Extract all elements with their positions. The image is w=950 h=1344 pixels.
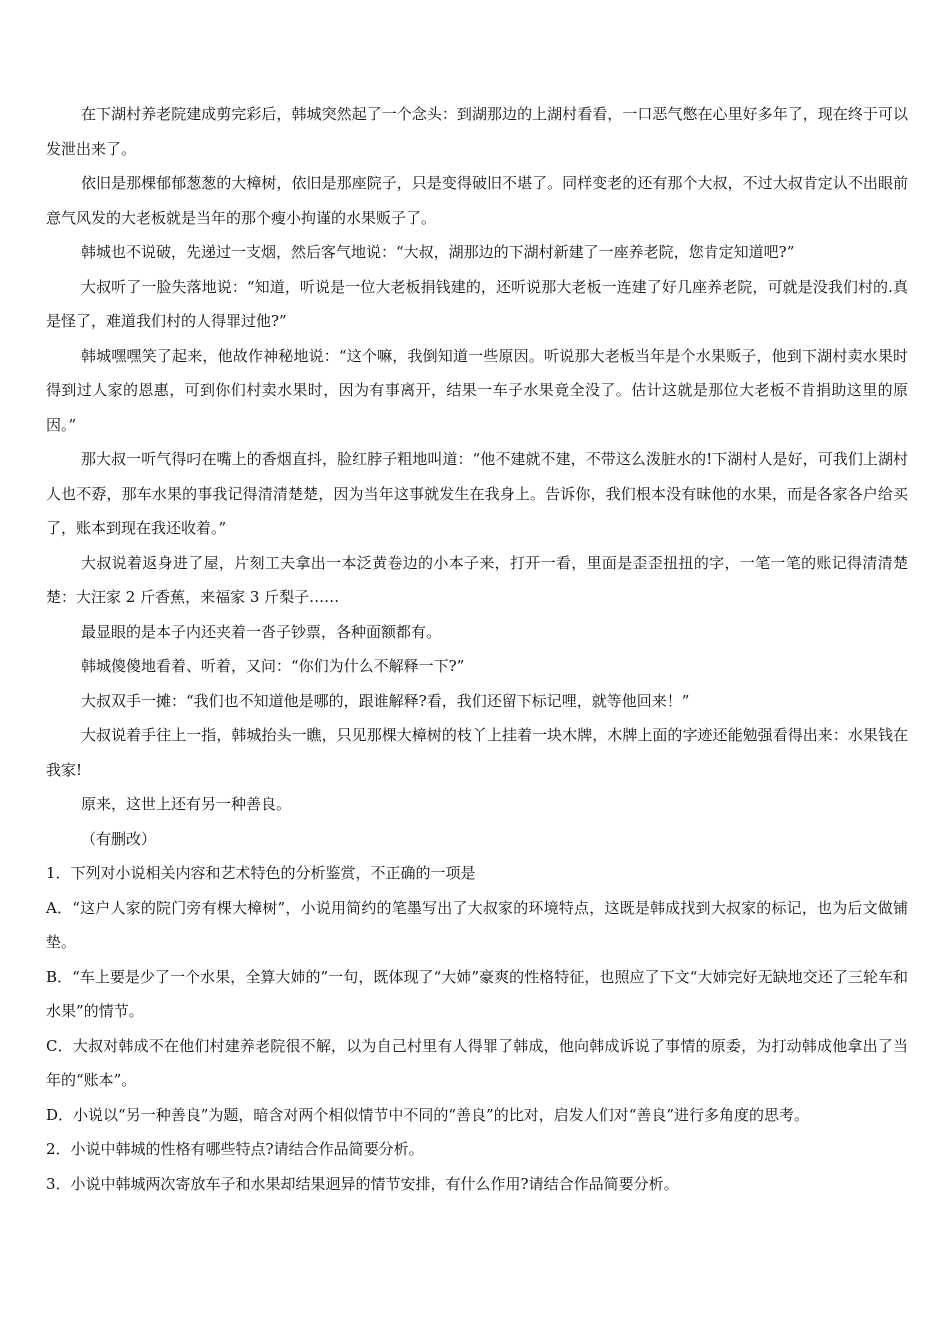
question-1-option-b: B．“车上要是少了一个水果，全算大姉的”一句，既体现了“大姉”豪爽的性格特征，也照应了下文“大姉完好无缺地交还了三轮车和水果”的情节。 xyxy=(46,967,908,1020)
story-paragraph-11: 大叔说着手往上一指，韩城抬头一瞧，只见那棵大樟树的枝丫上挂着一块木牌，木牌上面的字迹还能勉强看得出来：水果钱在我家! xyxy=(46,726,908,779)
source-note: （有删改） xyxy=(81,829,157,848)
question-2: 2．小说中韩城的性格有哪些特点?请结合作品简要分析。 xyxy=(46,1140,424,1158)
question-1-option-c: C．大叔对韩成不在他们村建养老院很不解，以为自己村里有人得罪了韩成，他向韩成诉说了事情的原委，为打动韩成他拿出了当年的“账本”。 xyxy=(46,1036,908,1089)
story-paragraph-10: 大叔双手一摊：“我们也不知道他是哪的，跟谁解释?看，我们还留下标记哩，就等他回来！” xyxy=(81,691,690,710)
story-paragraph-8: 最显眼的是本子内还夹着一沓子钞票，各种面额都有。 xyxy=(81,622,442,641)
story-paragraph-4: 大叔听了一脸失落地说：“知道，听说是一位大老板捐钱建的，还听说那大老板一连建了好几座养老院，可就是没我们村的.真是怪了，难道我们村的人得罪过他?” xyxy=(46,277,908,330)
story-paragraph-12: 原来，这世上还有另一种善良。 xyxy=(81,795,292,813)
story-paragraph-1: 在下湖村养老院建成剪完彩后，韩城突然起了一个念头：到湖那边的上湖村看看，一口恶气憋在心里好多年了，现在终于可以发泄出来了。 xyxy=(46,105,908,158)
question-1-option-a: A．“这户人家的院门旁有棵大樟树”，小说用简约的笔墨写出了大叔家的环境特点，这既是韩成找到大叔家的标记，也为后文做铺垫。 xyxy=(46,898,908,951)
document-body xyxy=(46,97,908,1201)
question-1-option-d: D．小说以“另一种善良”为题，暗含对两个相似情节中不同的“善良”的比对，启发人们对“善良”进行多角度的思考。 xyxy=(46,1105,810,1124)
story-paragraph-9: 韩城傻傻地看着、听着，又问：“你们为什么不解释一下?” xyxy=(81,657,465,675)
story-paragraph-2: 依旧是那棵郁郁葱葱的大樟树，依旧是那座院子，只是变得破旧不堪了。同样变老的还有那个大叔，不过大叔肯定认不出眼前意气风发的大老板就是当年的那个瘦小拘谨的水果贩子了。 xyxy=(46,174,908,227)
story-paragraph-7: 大叔说着返身进了屋，片刻工夫拿出一本泛黄卷边的小本子来，打开一看，里面是歪歪扭扭的字，一笔一笔的账记得清清楚楚：大汪家 2 斤香蕉，来福家 3 斤梨子…… xyxy=(46,553,908,606)
story-paragraph-5: 韩城嘿嘿笑了起来，他故作神秘地说：“这个嘛，我倒知道一些原因。听说那大老板当年是个水果贩子，他到下湖村卖水果时得到过人家的恩惠，可到你们村卖水果时，因为有事离开，结果一车子水果竟全没了。估计这就是那位大老板不肯捐助这里的原因。” xyxy=(46,346,908,434)
question-3: 3．小说中韩城两次寄放车子和水果却结果迥异的情节安排，有什么作用?请结合作品简要分析。 xyxy=(46,1174,679,1193)
question-1-stem: 1．下列对小说相关内容和艺术特色的分析鉴赏，不正确的一项是 xyxy=(46,864,476,882)
story-paragraph-6: 那大叔一听气得叼在嘴上的香烟直抖，脸红脖子粗地叫道：“他不建就不建，不带这么泼脏水的!下湖村人是好，可我们上湖村人也不孬，那车水果的事我记得清清楚楚，因为当年这事就发生在我身上。告诉你，我们根本没有昧他的水果，而是各家各户给买了，账本到现在我还收着。” xyxy=(46,450,908,537)
story-paragraph-3: 韩城也不说破，先递过一支烟，然后客气地说：“大叔，湖那边的下湖村新建了一座养老院，您肯定知道吧?” xyxy=(81,243,795,261)
